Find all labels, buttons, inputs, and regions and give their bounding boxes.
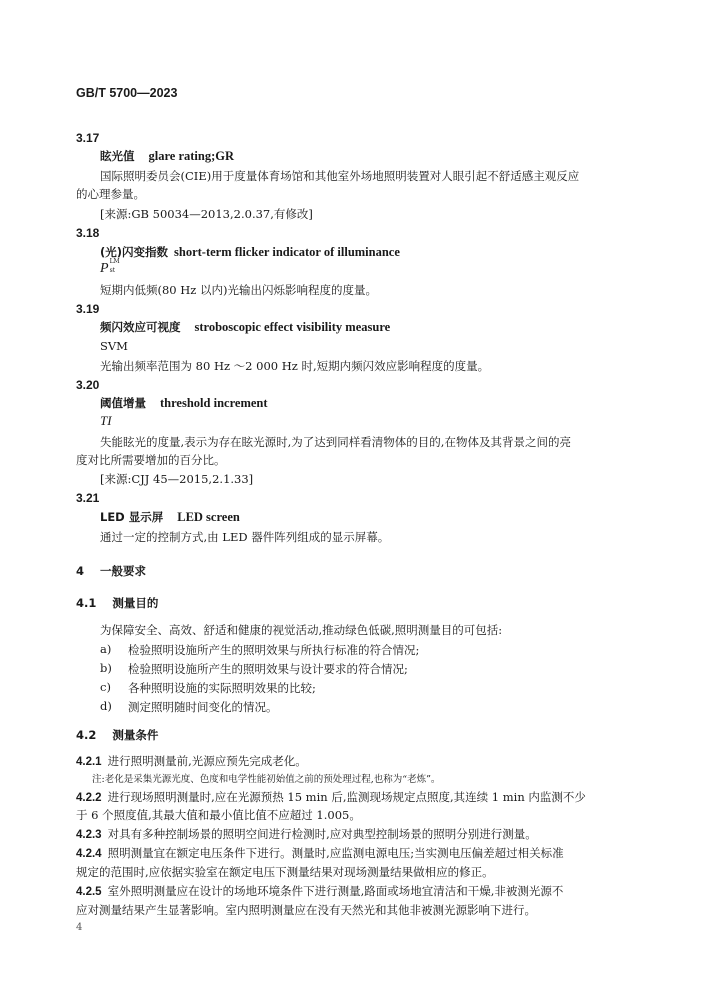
- term-en: stroboscopic effect visibility measure: [194, 320, 391, 334]
- clause: [76, 826, 537, 842]
- term-definition-line: 失能眩光的度量,表示为存在眩光源时,为了达到同样看清物体的目的,在物体及其背景之间的亮: [100, 435, 571, 449]
- clause: [76, 883, 563, 899]
- term-en: short-term flicker indicator of illuminance: [174, 245, 400, 259]
- term-zh: (光)闪变指数: [100, 245, 169, 259]
- term-number: 3.18: [76, 226, 100, 240]
- subsection-number: 4.2: [76, 728, 97, 742]
- term-en: LED screen: [177, 510, 240, 524]
- clause-number: 4.2.1: [76, 756, 102, 768]
- list-item: [100, 661, 600, 677]
- section-number: 4: [76, 564, 85, 578]
- list-text: 测定照明随时间变化的情况。: [128, 700, 278, 714]
- term-definition-line: 通过一定的控制方式,由 LED 器件阵列组成的显示屏幕。: [100, 530, 390, 544]
- subsection-title: 测量目的: [112, 596, 159, 610]
- clause-text-continued: 于 6 个照度值,其最大值和最小值比值不应超过 1.005。: [76, 808, 361, 822]
- term-number: 3.20: [76, 378, 100, 392]
- list-marker: d): [100, 699, 112, 713]
- term-definition-line: 光输出频率范围为 80 Hz ～2 000 Hz 时,短期内频闪效应影响程度的度量。: [100, 359, 490, 373]
- term-definition-line: 的心理参量。: [76, 187, 145, 201]
- clause: [76, 845, 564, 861]
- clause-text: 进行现场照明测量时,应在光源预热 15 min 后,监测现场规定点照度,其连续 1 min 内监测不少: [107, 790, 586, 804]
- clause: [76, 789, 586, 805]
- clause-text: 室外照明测量应在设计的场地环境条件下进行测量,路面或场地宜清洁和干燥,非被测光源不: [107, 884, 564, 898]
- list-item: [100, 642, 600, 658]
- term-heading: [100, 395, 268, 411]
- clause-text: 对具有多种控制场景的照明空间进行检测时,应对典型控制场景的照明分别进行测量。: [107, 827, 537, 841]
- clause-number: 4.2.3: [76, 829, 102, 841]
- term-symbol: [100, 258, 123, 276]
- clause-number: 4.2.4: [76, 848, 102, 860]
- term-source: [来源:CJJ 45—2015,2.1.33]: [100, 472, 254, 486]
- list-item: [100, 680, 600, 696]
- subsection-heading: [76, 727, 158, 743]
- clause-number: 4.2.2: [76, 792, 102, 804]
- list-marker: a): [100, 642, 112, 656]
- paragraph: 为保障安全、高效、舒适和健康的视觉活动,推动绿色低碳,照明测量目的可包括:: [100, 623, 503, 637]
- term-number: 3.21: [76, 491, 100, 505]
- section-title: 一般要求: [100, 564, 147, 578]
- subsection-title: 测量条件: [112, 728, 159, 742]
- term-heading: [100, 148, 234, 164]
- term-zh: 频闪效应可视度: [100, 320, 181, 334]
- list-text: 检验照明设施所产生的照明效果与所执行标准的符合情况;: [128, 643, 420, 657]
- page-number: 4: [76, 922, 83, 933]
- term-definition-line: 短期内低频(80 Hz 以内)光输出闪烁影响程度的度量。: [100, 283, 378, 297]
- term-zh: 阈值增量: [100, 396, 146, 410]
- symbol-base: P: [100, 261, 109, 276]
- list-item: [100, 699, 600, 715]
- list-marker: b): [100, 661, 112, 675]
- subsection-heading: [76, 595, 158, 611]
- term-definition-line: 国际照明委员会(CIE)用于度量体育场馆和其他室外场地照明装置对人眼引起不舒适感主观反应: [100, 169, 580, 183]
- subsection-number: 4.1: [76, 596, 97, 610]
- clause-text: 进行照明测量前,光源应预先完成老化。: [107, 754, 307, 768]
- term-heading: [100, 319, 390, 335]
- term-en: threshold increment: [160, 396, 268, 410]
- section-heading: [76, 563, 146, 579]
- term-zh: 眩光值: [100, 149, 135, 163]
- term-number: 3.17: [76, 131, 100, 145]
- note: 注:老化是采集光源光度、色度和电学性能初始值之前的预处理过程,也称为“老炼”。: [92, 774, 441, 785]
- clause-text: 照明测量宜在额定电压条件下进行。测量时,应监测电源电压;当实测电压偏差超过相关标准: [107, 846, 564, 860]
- term-symbol: SVM: [100, 339, 128, 353]
- list-marker: c): [100, 680, 111, 694]
- term-source: [来源:GB 50034—2013,2.0.37,有修改]: [100, 207, 313, 221]
- term-heading: [100, 244, 400, 260]
- symbol-superscript: LM: [109, 258, 120, 265]
- symbol-subscript: st: [109, 267, 116, 274]
- clause: [76, 753, 307, 769]
- term-definition-line: 度对比所需要增加的百分比。: [76, 453, 226, 467]
- term-symbol: TI: [100, 413, 112, 428]
- clause-text-continued: 应对测量结果产生显著影响。室内照明测量应在没有天然光和其他非被测光源影响下进行。: [76, 903, 536, 917]
- term-number: 3.19: [76, 302, 100, 316]
- term-zh: LED 显示屏: [100, 510, 164, 524]
- clause-text-continued: 规定的范围时,应依据实验室在额定电压下测量结果对现场测量结果做相应的修正。: [76, 865, 494, 879]
- term-en: glare rating;GR: [148, 149, 235, 163]
- clause-number: 4.2.5: [76, 886, 102, 898]
- list-text: 各种照明设施的实际照明效果的比较;: [128, 681, 316, 695]
- term-heading: [100, 509, 240, 525]
- standard-number: GB/T 5700—2023: [76, 86, 178, 100]
- list-text: 检验照明设施所产生的照明效果与设计要求的符合情况;: [128, 662, 408, 676]
